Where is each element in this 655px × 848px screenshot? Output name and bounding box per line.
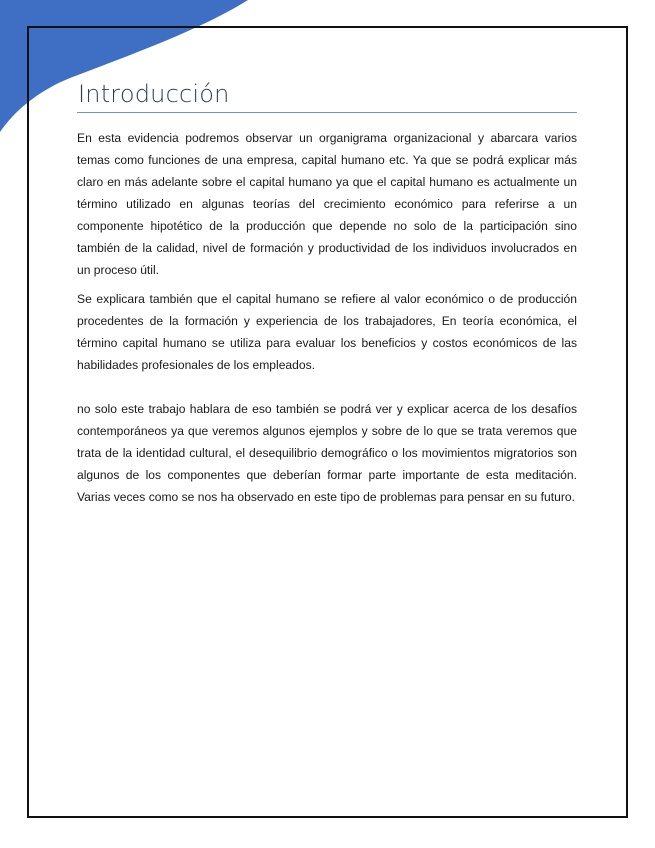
paragraph-intro: En esta evidencia podremos observar un organigrama organizacional y abarcara varios temas como funciones de una empresa, capital humano etc. Ya que se podrá explicar más claro en más adelante sobre el capital humano ya que el capital humano es actualmente un término utilizado en algunas teorías del crecimiento económico para referirse a un componente hipotético de la producción que depende no solo de la participación sino también de la calidad, nivel de formación y productividad de los individuos involucrados en un proceso útil. — [77, 131, 577, 277]
page-title: Introducción — [78, 80, 230, 108]
title-underline — [77, 112, 577, 113]
paragraph-capital-humano: Se explicara también que el capital humano se refiere al valor económico o de producción procedentes de la formación y experiencia de los trabajadores, En teoría económica, el término capital humano se utiliza para evaluar los beneficios y costos económicos de las habilidades profesionales de los empleados. — [77, 292, 577, 372]
document-body — [77, 80, 577, 515]
paragraph-desafios: no solo este trabajo hablara de eso también se podrá ver y explicar acerca de los desafíos contemporáneos ya que veremos algunos ejemplos y sobre de lo que se trata veremos que trata de la identidad cultural, el desequilibrio demográfico o los movimientos migratorios son algunos de los componentes que deberían formar parte importante de esta meditación. Varias veces como se nos ha observado en este tipo de problemas para pensar en su futuro. — [77, 402, 577, 504]
